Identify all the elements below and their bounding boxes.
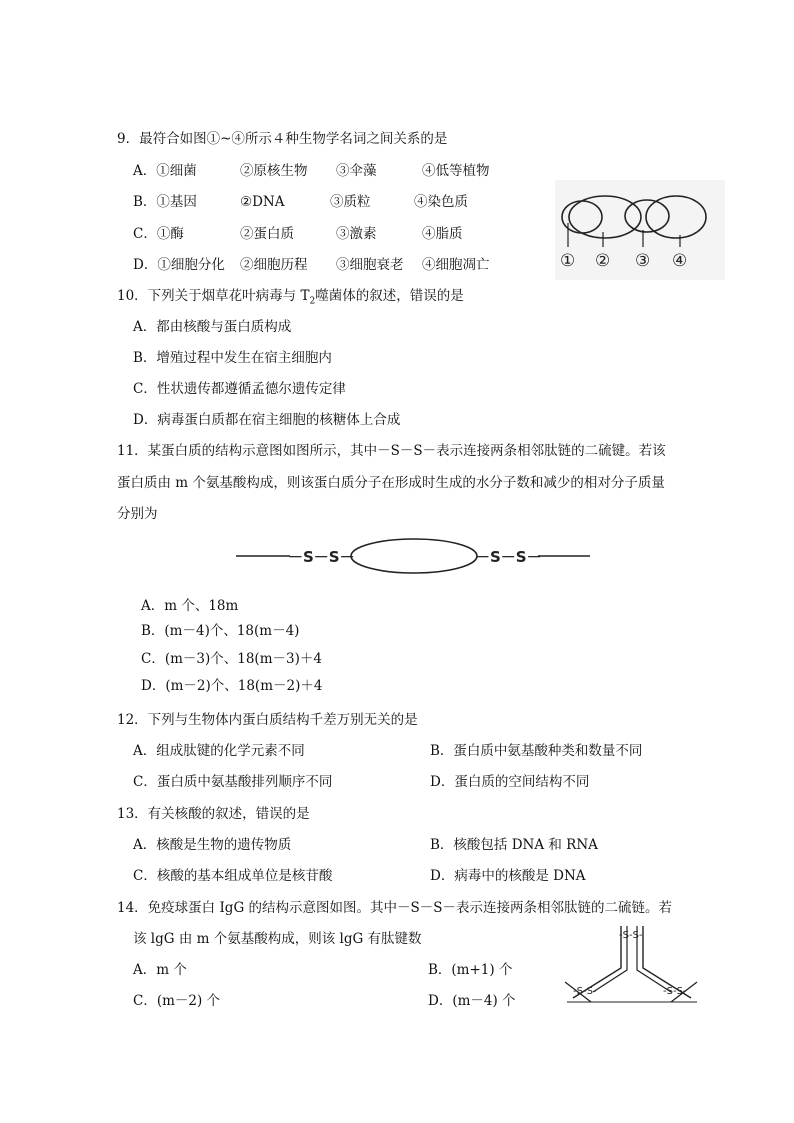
q11-stem-line-1: 11．某蛋白质的结构示意图如图所示，其中－S－S－表示连接两条相邻肽链的二硫键。若该 xyxy=(117,443,666,459)
q11-right-disulfide: －S－S－ xyxy=(475,548,542,566)
q14-option-d: D．(m－4) 个 xyxy=(428,993,516,1009)
q11-left-disulfide: －S－S－ xyxy=(288,548,355,566)
q12-option-a: A．组成肽键的化学元素不同 xyxy=(133,743,305,759)
q14-option-b: B．(m+1) 个 xyxy=(428,962,513,978)
q9-option-b-1: B．①基因 xyxy=(133,194,197,210)
q11-option-c: C．(m－3)个、18(m－3)＋4 xyxy=(141,651,322,667)
q13-option-c: C．核酸的基本组成单位是核苷酸 xyxy=(133,868,333,884)
q9-option-c-4: ④脂质 xyxy=(422,226,463,242)
q11-option-a: A．m 个、18m xyxy=(141,598,239,614)
q14-stem-line-2: 该 lgG 由 m 个氨基酸构成，则该 lgG 有肽键数 xyxy=(133,931,422,947)
q9-option-a-2: ②原核生物 xyxy=(240,163,308,179)
q9-option-c-2: ②蛋白质 xyxy=(240,226,294,242)
q10-stem xyxy=(117,287,464,311)
q9-ellipse-diagram xyxy=(555,180,725,280)
q12-option-c: C．蛋白质中氨基酸排列顺序不同 xyxy=(133,774,333,790)
q10-stem-post: 噬菌体的叙述，错误的是 xyxy=(315,288,464,304)
q9-option-d-2: ②细胞历程 xyxy=(240,257,308,273)
q9-option-c-1: C．①酶 xyxy=(133,226,184,242)
q14-igg-diagram xyxy=(563,924,699,1006)
q12-option-d: D．蛋白质的空间结构不同 xyxy=(430,774,590,790)
q12-option-b: B．蛋白质中氨基酸种类和数量不同 xyxy=(430,743,643,759)
q14-option-a: A．m 个 xyxy=(133,962,187,978)
q9-figure-label-3: ③ xyxy=(635,251,651,271)
q9-figure-label-2: ② xyxy=(595,251,611,271)
q10-option-b: B．增殖过程中发生在宿主细胞内 xyxy=(133,350,332,366)
q13-stem: 13．有关核酸的叙述，错误的是 xyxy=(117,806,310,822)
q9-option-d-1: D．①细胞分化 xyxy=(133,257,225,273)
q13-option-d: D．病毒中的核酸是 DNA xyxy=(430,868,586,884)
q9-stem: 9．最符合如图①~④所示４种生物学名词之间关系的是 xyxy=(117,131,448,147)
q11-option-b: B．(m－4)个、18(m－4) xyxy=(141,623,300,639)
q10-option-c: C．性状遗传都遵循孟德尔遗传定律 xyxy=(133,381,346,397)
q11-stem-line-2: 蛋白质由 m 个氨基酸构成，则该蛋白质分子在形成时生成的水分子数和减少的相对分子质量 xyxy=(117,475,665,491)
q13-option-a: A．核酸是生物的遗传物质 xyxy=(133,837,292,853)
q11-protein-diagram xyxy=(234,536,594,580)
q9-option-b-2: ②DNA xyxy=(240,194,285,210)
q14-top-disulfide: -S-S- xyxy=(619,930,643,941)
q9-option-a-4: ④低等植物 xyxy=(422,163,490,179)
q11-option-d: D．(m－2)个、18(m－2)＋4 xyxy=(141,678,323,694)
q9-figure-label-1: ① xyxy=(560,251,576,271)
q14-stem-line-1: 14．免疫球蛋白 IgG 的结构示意图如图。其中－S－S－表示连接两条相邻肽链的二硫链。若 xyxy=(117,900,673,916)
q10-stem-sub: 2 xyxy=(309,296,316,307)
q14-option-c: C．(m－2) 个 xyxy=(133,993,221,1009)
q10-stem-pre: 10．下列关于烟草花叶病毒与 T xyxy=(117,288,310,304)
q10-option-d: D．病毒蛋白质都在宿主细胞的核糖体上合成 xyxy=(133,412,401,428)
q9-option-b-3: ③质粒 xyxy=(330,194,371,210)
q9-option-d-3: ③细胞衰老 xyxy=(336,257,404,273)
q11-ring xyxy=(351,539,477,573)
q14-left-disulfide: -S-S- xyxy=(573,986,597,997)
q9-option-a-3: ③伞藻 xyxy=(336,163,377,179)
q10-option-a: A．都由核酸与蛋白质构成 xyxy=(133,319,292,335)
q9-figure-label-4: ④ xyxy=(672,251,688,271)
q13-option-b: B．核酸包括 DNA 和 RNA xyxy=(430,837,598,853)
q9-option-d-4: ④细胞凋亡 xyxy=(422,257,490,273)
q12-stem: 12．下列与生物体内蛋白质结构千差万别无关的是 xyxy=(117,712,418,728)
q9-option-c-3: ③激素 xyxy=(336,226,377,242)
q11-stem-line-3: 分别为 xyxy=(117,506,158,522)
q9-option-a-1: A．①细菌 xyxy=(133,163,197,179)
q9-option-b-4: ④染色质 xyxy=(414,194,468,210)
q14-right-disulfide: -S-S- xyxy=(663,986,687,997)
